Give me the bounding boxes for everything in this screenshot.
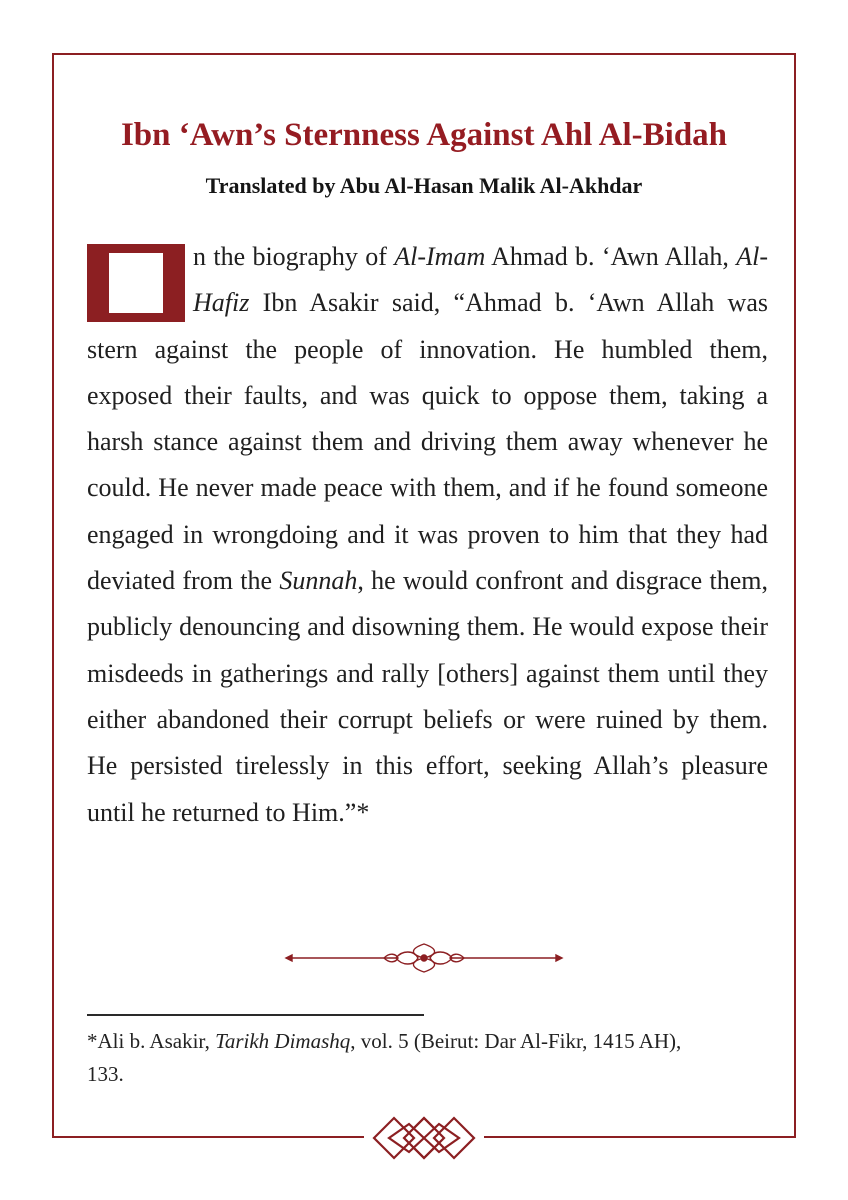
footnote-book-title: Tarikh Dimashq xyxy=(215,1029,351,1053)
footnote xyxy=(87,1025,687,1091)
paragraph-text-4: , he would confront and disgrace them, publicly denouncing and disowning them. He would expose their misdeeds in gatherings and rally [others] against them until they either abandoned their corrupt beliefs or were ruined by them. He persisted tirelessly in this effort, seeking Allah’s pleasure until he returned to Him.”* xyxy=(87,566,768,827)
paragraph-text-1: n the biography of xyxy=(193,242,395,271)
drop-cap xyxy=(87,244,185,322)
page-title: Ibn ‘Awn’s Sternness Against Ahl Al-Bidah xyxy=(120,117,728,153)
main-paragraph xyxy=(87,234,768,836)
paragraph-emphasis-2: Al-Hafiz xyxy=(193,242,769,318)
paragraph-emphasis-1: Al-Imam xyxy=(394,242,486,271)
ornamental-divider-icon xyxy=(284,940,564,976)
paragraph-text-3: Ibn Asakir said, “Ahmad b. ‘Awn Allah was stern against the people of innovation. He humbled them, exposed their faults, and was quick to oppose them, taking a harsh stance against them and driving them away whenever he could. He never made peace with them, and if he found someone engaged in wrongdoing and it was proven to him that they had deviated from the xyxy=(87,288,768,596)
paragraph-text-2: Ahmad b. ‘Awn Allah, xyxy=(485,242,737,271)
lattice-ornament-icon xyxy=(364,1106,484,1170)
footnote-rule xyxy=(87,1014,424,1016)
footnote-text-1: *Ali b. Asakir, xyxy=(87,1029,216,1053)
paragraph-emphasis-3: Sunnah xyxy=(279,566,358,596)
footnote-text-2: , vol. 5 (Beirut: Dar Al-Fikr, 1415 AH), 133. xyxy=(87,1029,682,1086)
translator-credit: Translated by Abu Al-Hasan Malik Al-Akhdar xyxy=(205,173,643,198)
